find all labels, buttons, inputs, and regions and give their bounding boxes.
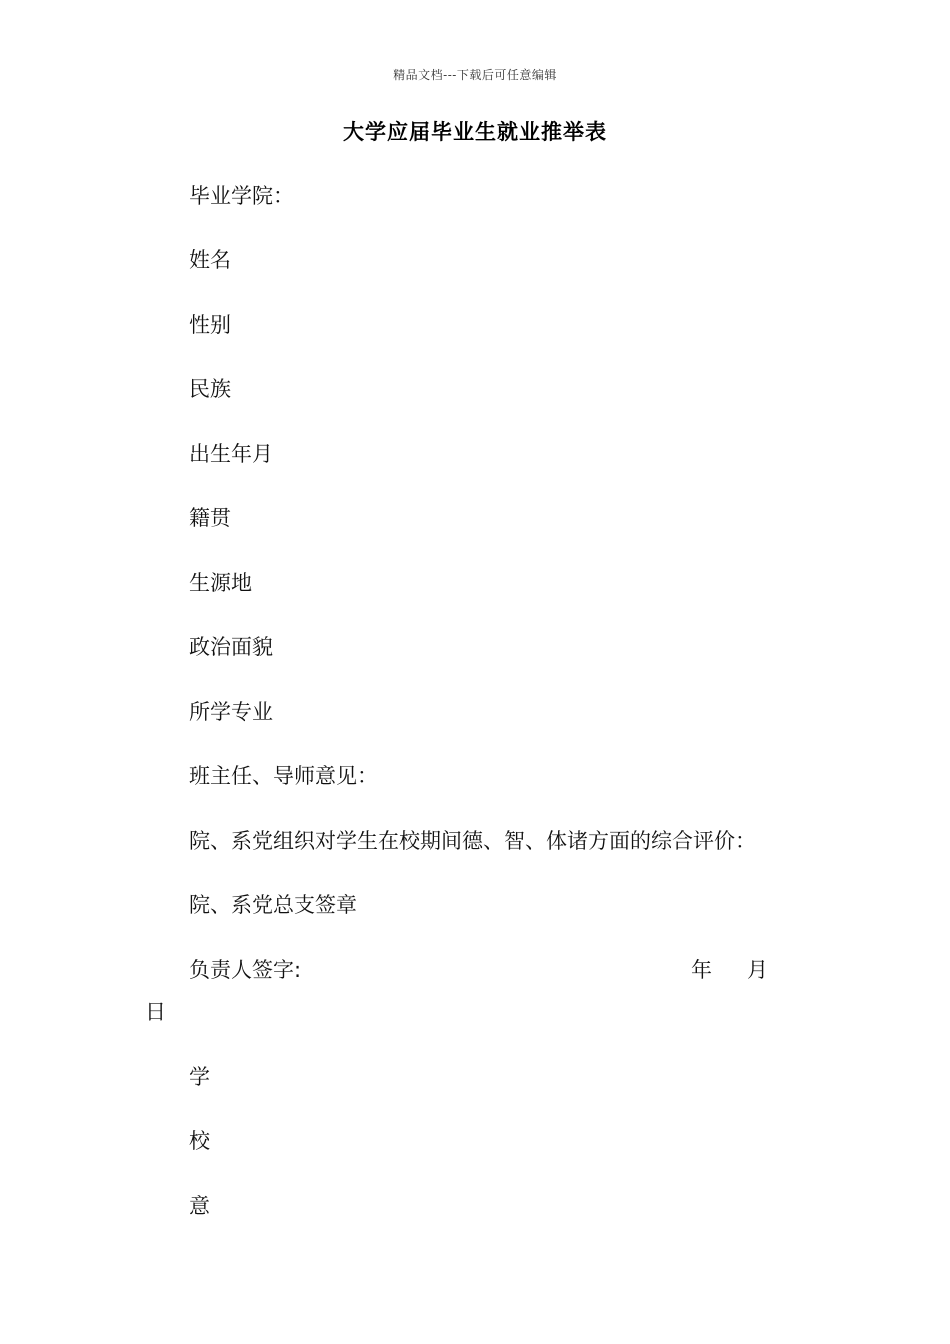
school-opinion-char-3: 意	[189, 1194, 210, 1218]
field-major: 所学专业	[189, 700, 273, 724]
field-name: 姓名	[189, 248, 231, 272]
field-party-evaluation: 院、系党组织对学生在校期间德、智、体诸方面的综合评价：	[189, 829, 756, 853]
signature-year: 年	[691, 958, 712, 982]
field-native-place: 籍贯	[189, 506, 231, 530]
field-origin: 生源地	[189, 571, 252, 595]
field-party-seal: 院、系党总支签章	[189, 893, 357, 917]
document-title: 大学应届毕业生就业推举表	[343, 120, 607, 144]
field-ethnicity: 民族	[189, 377, 231, 401]
header-note: 精品文档---下载后可任意编辑	[393, 68, 557, 82]
school-opinion-char-2: 校	[189, 1129, 210, 1153]
signature-month: 月	[747, 958, 768, 982]
signature-label: 负责人签字:	[189, 958, 302, 982]
school-opinion-char-1: 学	[189, 1065, 210, 1089]
signature-day: 日	[145, 1000, 166, 1024]
field-political-status: 政治面貌	[189, 635, 273, 659]
field-birth-date: 出生年月	[189, 442, 273, 466]
field-advisor-opinion: 班主任、导师意见：	[189, 764, 378, 788]
field-gender: 性别	[189, 313, 231, 337]
field-graduate-college: 毕业学院：	[189, 184, 294, 208]
